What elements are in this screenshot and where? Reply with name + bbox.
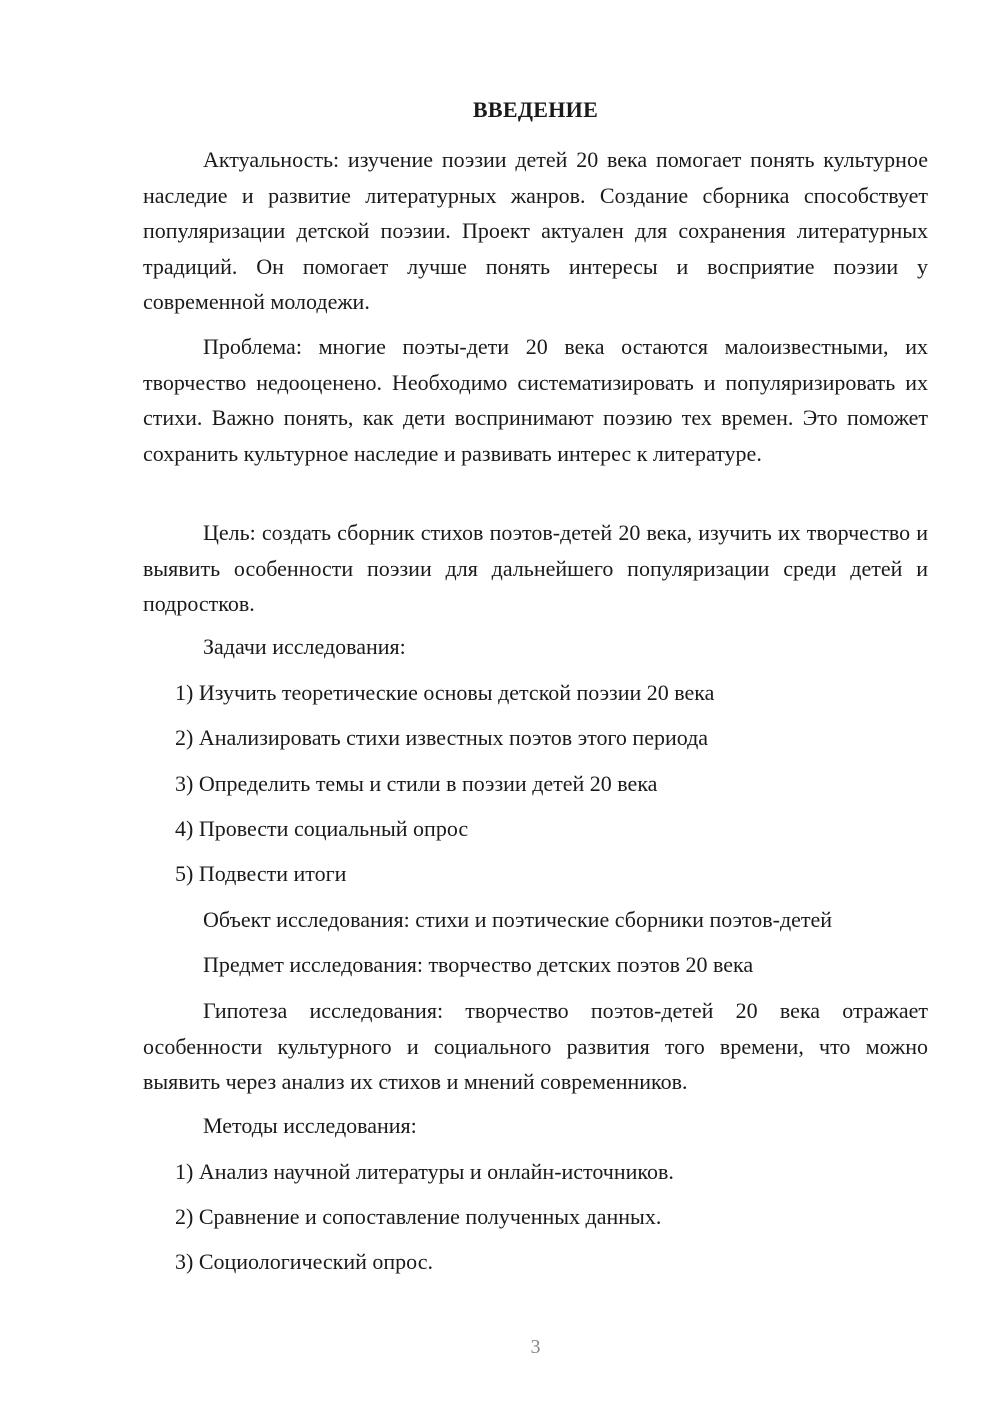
page-number: 3 [530, 1336, 541, 1358]
problem-paragraph: Проблема: многие поэты-дети 20 века остаются малоизвестными, их творчество недооценено. Необходимо систематизировать и популяризировать их стихи. Важно понять, как дети воспринимают поэзию тех времен. Это поможет сохранить культурное наследие и развивать интерес к литературе. [143, 334, 928, 466]
object-line: Объект исследования: стихи и поэтические сборники поэтов-детей [203, 907, 833, 932]
task-item: 4) Провести социальный опрос [175, 816, 469, 841]
task-item: 2) Анализировать стихи известных поэтов этого периода [175, 725, 709, 750]
tasks-heading: Задачи исследования: [203, 634, 406, 659]
task-item: 1) Изучить теоретические основы детской поэзии 20 века [175, 680, 715, 705]
method-item: 1) Анализ научной литературы и онлайн-источников. [175, 1159, 674, 1184]
goal-paragraph: Цель: создать сборник стихов поэтов-детей 20 века, изучить их творчество и выявить особенности поэзии для дальнейшего популяризации среди детей и подростков. [143, 520, 928, 616]
relevance-paragraph: Актуальность: изучение поэзии детей 20 века помогает понять культурное наследие и развитие литературных жанров. Создание сборника способствует популяризации детской поэзии. Проект актуален для сохранения литературных традиций. Он помогает лучше понять интересы и восприятие поэзии у современной молодежи. [143, 147, 928, 314]
methods-heading: Методы исследования: [203, 1113, 417, 1138]
task-item: 3) Определить темы и стили в поэзии детей 20 века [175, 771, 658, 796]
subject-line: Предмет исследования: творчество детских поэтов 20 века [203, 952, 754, 977]
document-page [143, 0, 928, 1414]
hypothesis-paragraph: Гипотеза исследования: творчество поэтов-детей 20 века отражает особенности культурного и социального развития того времени, что можно выявить через анализ их стихов и мнений современников. [143, 998, 928, 1094]
method-item: 2) Сравнение и сопоставление полученных данных. [175, 1204, 662, 1229]
method-item: 3) Социологический опрос. [175, 1249, 433, 1274]
task-item: 5) Подвести итоги [175, 861, 347, 886]
section-title: ВВЕДЕНИЕ [472, 97, 599, 122]
